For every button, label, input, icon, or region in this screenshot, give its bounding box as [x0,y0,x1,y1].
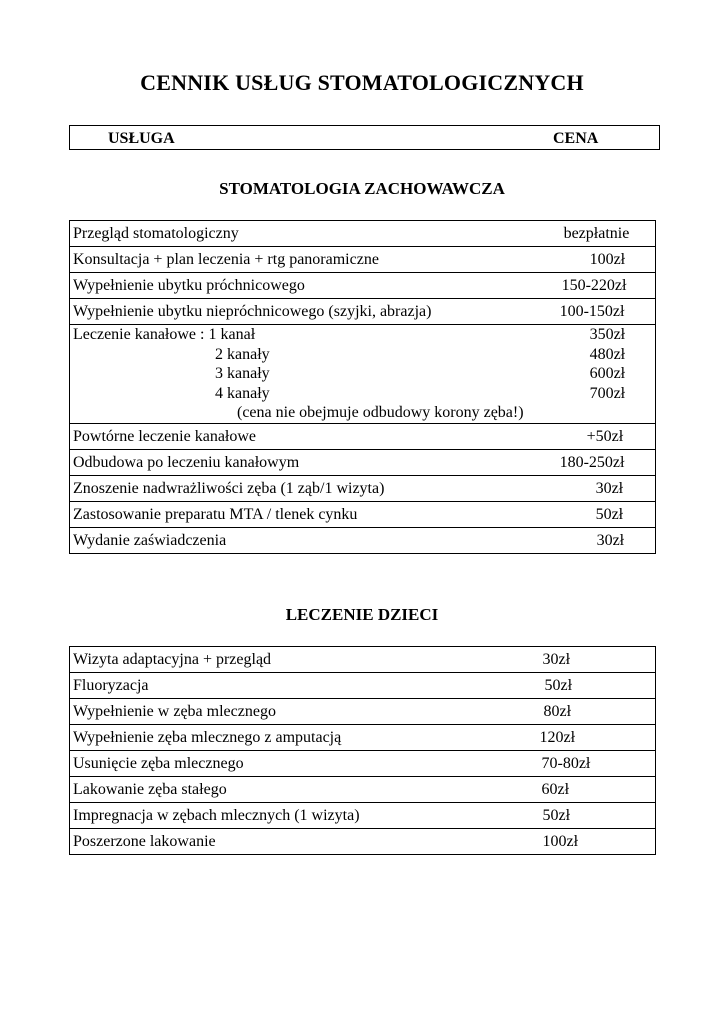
canal-price: 480zł [589,345,626,363]
service-name: Powtórne leczenie kanałowe [70,423,527,449]
section-title-conservative: STOMATOLOGIA ZACHOWAWCZA [219,179,505,198]
table-row [70,699,656,725]
canal-price: 600zł [589,365,626,382]
service-price: 150-220zł [561,277,627,294]
service-price: 100zł [542,833,579,850]
service-name: Fluoryzacja [70,673,510,699]
service-price: 50zł [595,505,624,523]
page-title: CENNIK USŁUG STOMATOLOGICZNYCH [140,70,584,95]
service-name: Lakowanie zęba stałego [70,777,510,803]
table-row [70,725,656,751]
canal-count: 4 kanały [215,384,270,402]
service-name: Znoszenie nadwrażliwości zęba (1 ząb/1 wizyta) [70,475,527,501]
service-price: +50zł [586,427,624,445]
service-column-label: USŁUGA [108,130,175,147]
table-row [70,647,656,673]
service-price: 50zł [542,807,571,824]
service-price: 180-250zł [559,453,625,471]
canal-note: (cena nie obejmuje odbudowy korony zęba!) [237,404,524,421]
service-name: Wypełnienie ubytku próchnicowego [70,273,527,299]
service-price: 100zł [589,251,626,268]
table-row [70,423,656,449]
canal-count: 2 kanały [215,345,270,363]
table-row [70,247,656,273]
table-row [70,501,656,527]
table-row [70,299,656,325]
service-price: 100-150zł [559,303,625,320]
canal-label: Leczenie kanałowe : [73,326,205,343]
service-price: 70-80zł [541,755,591,772]
conservative-price-table [69,220,656,554]
service-price: 80zł [543,703,572,720]
column-header [69,125,660,150]
service-price: bezpłatnie [563,225,630,242]
service-price: 30zł [596,531,625,549]
table-row [70,273,656,299]
service-name: Wypełnienie ubytku niepróchnicowego (szyjki, abrazja) [70,299,527,325]
canal-count: 3 kanały [215,365,270,382]
table-row-root-canal [70,325,656,424]
table-row [70,803,656,829]
service-price: 120zł [539,729,576,746]
service-name: Wydanie zaświadczenia [70,527,527,553]
table-row [70,475,656,501]
service-name: Wizyta adaptacyjna + przegląd [70,647,510,673]
canal-count: 1 kanał [208,326,256,343]
table-row [70,449,656,475]
children-price-table [69,646,656,855]
service-name: Przegląd stomatologiczny [70,221,527,247]
service-name: Odbudowa po leczeniu kanałowym [70,449,527,475]
service-price: 50zł [544,677,573,694]
service-name: Impregnacja w zębach mlecznych (1 wizyta) [70,803,510,829]
service-name: Zastosowanie preparatu MTA / tlenek cynku [70,501,527,527]
table-row [70,829,656,855]
service-price: 30zł [595,479,624,497]
service-name: Usunięcie zęba mlecznego [70,751,510,777]
table-row [70,777,656,803]
service-price: 30zł [542,651,571,668]
canal-price: 350zł [589,326,626,343]
service-name: Wypełnienie w zęba mlecznego [70,699,510,725]
service-name: Poszerzone lakowanie [70,829,510,855]
canal-price: 700zł [589,384,626,402]
table-row [70,527,656,553]
table-row [70,751,656,777]
service-price: 60zł [541,781,570,798]
service-name: Wypełnienie zęba mlecznego z amputacją [70,725,510,751]
table-row [70,673,656,699]
section-title-children: LECZENIE DZIECI [285,605,439,624]
price-column-label: CENA [553,130,599,147]
table-row [70,221,656,247]
service-name: Konsultacja + plan leczenia + rtg panoramiczne [70,247,527,273]
